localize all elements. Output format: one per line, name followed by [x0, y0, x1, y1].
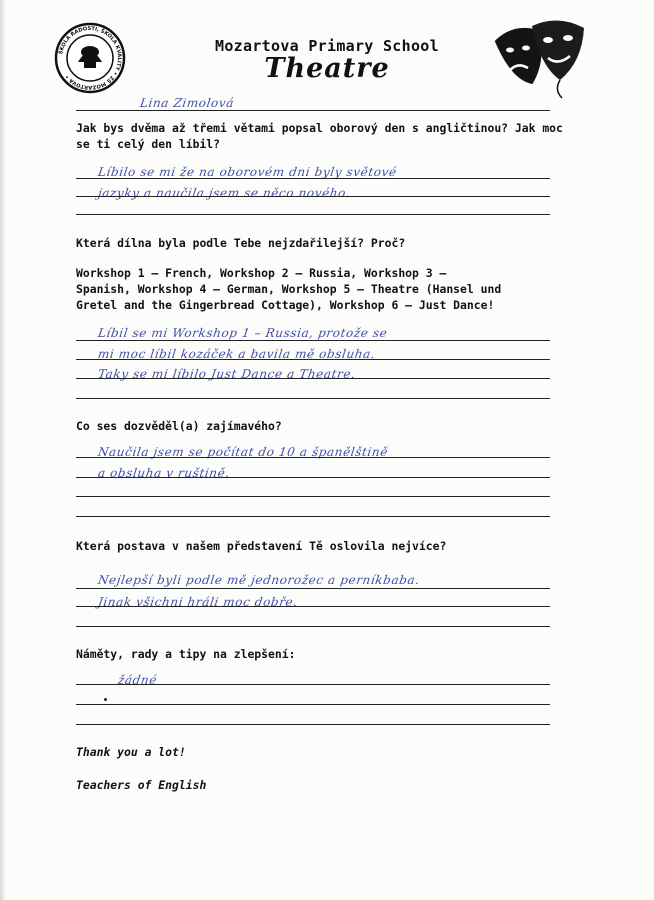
answer-line: [76, 457, 550, 458]
answer-4-line-2: Jinak všichni hráli moc dobře.: [97, 595, 299, 609]
answer-2-line-3: Taky se mi líbilo Just Dance a Theatre.: [97, 367, 357, 381]
answer-line: [76, 626, 550, 627]
ink-dot: [104, 698, 107, 701]
answer-2-line-1: Líbil se mi Workshop 1 – Russia, protože se: [97, 326, 389, 340]
answer-line: [76, 704, 550, 705]
student-name-handwritten: Lina Zimolová: [139, 96, 236, 110]
answer-3-line-2: a obsluha v ruštině.: [97, 466, 231, 480]
scan-edge-shadow: [0, 0, 6, 900]
answer-line: [76, 178, 550, 179]
question-3-text: Co ses dozvěděl(a) zajímavého?: [76, 419, 282, 433]
workshop-list-text: Workshop 1 – French, Workshop 2 – Russia, Workshop 3 – Spanish, Workshop 4 – German, Workshop 5 – Theatre (Hansel und Gretel and the Gingerbread Cottage), Workshop 6 – Just Dance!: [76, 266, 502, 312]
answer-1-line-2: jazyky a naučila jsem se něco nového.: [97, 186, 352, 200]
answer-5-line-1: žádné: [117, 673, 158, 687]
answer-2-line-2: mi moc líbil kozáček a bavila mě obsluha.: [97, 347, 377, 361]
svg-text:ŠKOLA RADOSTI, ŠKOLA KVALITY •: ŠKOLA RADOSTI, ŠKOLA KVALITY • ZŠ MOZARTOVA •: [58, 25, 123, 91]
answer-3-line-1: Naučila jsem se počítat do 10 a španělštině: [97, 445, 389, 459]
thanks-text: Thank you a lot!: [76, 745, 186, 759]
signature-text: Teachers of English: [76, 778, 207, 792]
answer-line: [76, 340, 550, 341]
answer-1-line-1: Líbilo se mi že na oborovém dni byly světové: [97, 165, 398, 179]
school-name: Mozartova Primary School: [215, 37, 439, 55]
question-5-text: Náměty, rady a tipy na zlepšení:: [76, 647, 296, 661]
answer-line: [76, 359, 550, 360]
answer-line: [76, 110, 550, 111]
page-title: Theatre: [264, 53, 390, 84]
answer-line: [76, 496, 550, 497]
question-4-text: Která postava v našem představení Tě oslovila nejvíce?: [76, 539, 447, 553]
question-1-text: Jak bys dvěma až třemi větami popsal oborový den s angličtinou? Jak moc se ti celý den líbil?: [76, 121, 563, 151]
answer-line: [76, 684, 550, 685]
answer-line: [76, 477, 550, 478]
answer-line: [76, 378, 550, 379]
answer-line: [76, 606, 550, 607]
answer-line: [76, 196, 550, 197]
answer-line: [76, 516, 550, 517]
answer-line: [76, 588, 550, 589]
question-2-text: Která dílna byla podle Tebe nejzdařilejší? Proč?: [76, 236, 406, 250]
answer-line: [76, 398, 550, 399]
answer-line: [76, 724, 550, 725]
answer-line: [76, 214, 550, 215]
answer-4-line-1: Nejlepší byli podle mě jednorožec a perníkbaba.: [97, 573, 421, 587]
